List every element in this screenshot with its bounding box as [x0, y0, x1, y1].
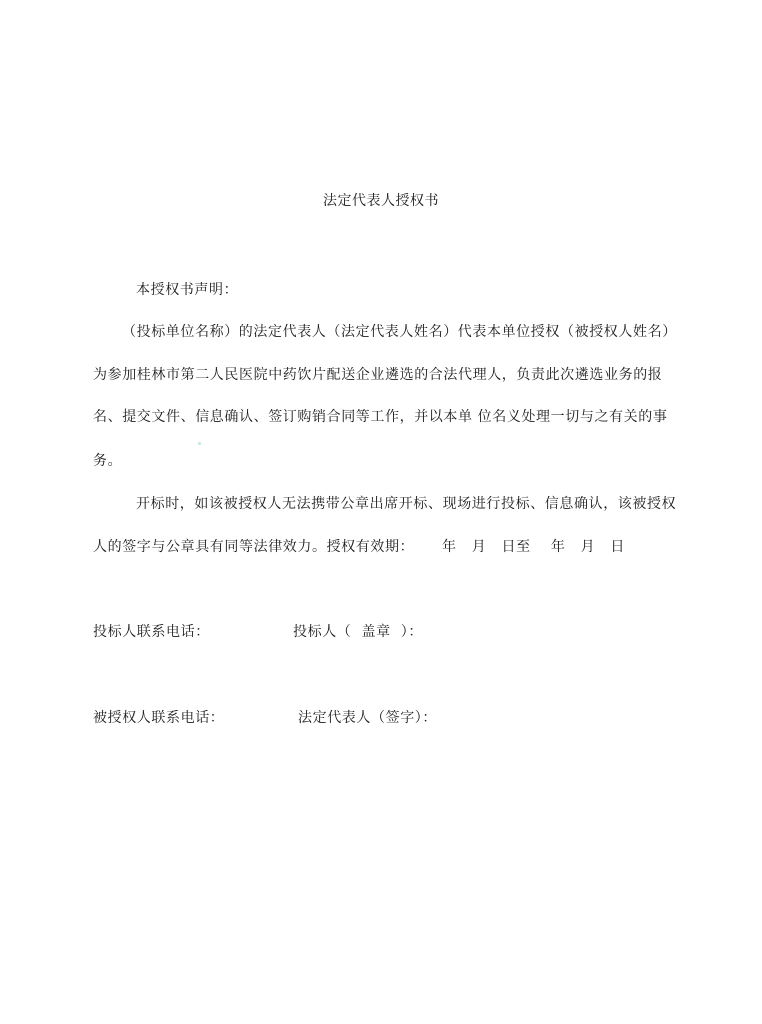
paragraph1-line4: 务。	[93, 453, 123, 469]
paragraph2-line2: 人的签字与公章具有同等法律效力。授权有效期：	[93, 539, 415, 555]
stray-mark	[198, 442, 201, 445]
legal-rep-sign-label: 法定代表人（签字）：	[298, 710, 437, 726]
document-title: 法定代表人授权书	[323, 193, 439, 209]
paragraph1-line1: （投标单位名称）的法定代表人（法定代表人姓名）代表本单位授权（被授权人姓名）	[122, 324, 677, 340]
statement-heading: 本授权书声明：	[136, 282, 239, 298]
bidder-seal-label: 投标人（ 盖章 ）：	[293, 624, 424, 640]
paragraph1-line2: 为参加桂林市第二人民医院中药饮片配送企业遴选的合法代理人，负责此次遴选业务的报	[93, 367, 663, 383]
authorized-phone-label: 被授权人联系电话：	[93, 710, 225, 726]
paragraph2-line1: 开标时，如该被授权人无法携带公章出席开标、现场进行投标、信息确认，该被授权	[136, 496, 677, 512]
validity-period: 年 月 日至 年 月 日	[442, 539, 626, 555]
bidder-phone-label: 投标人联系电话：	[93, 624, 210, 640]
paragraph1-line3: 名、提交文件、信息确认、签订购销合同等工作，并以本单 位名义处理一切与之有关的事	[93, 409, 668, 425]
